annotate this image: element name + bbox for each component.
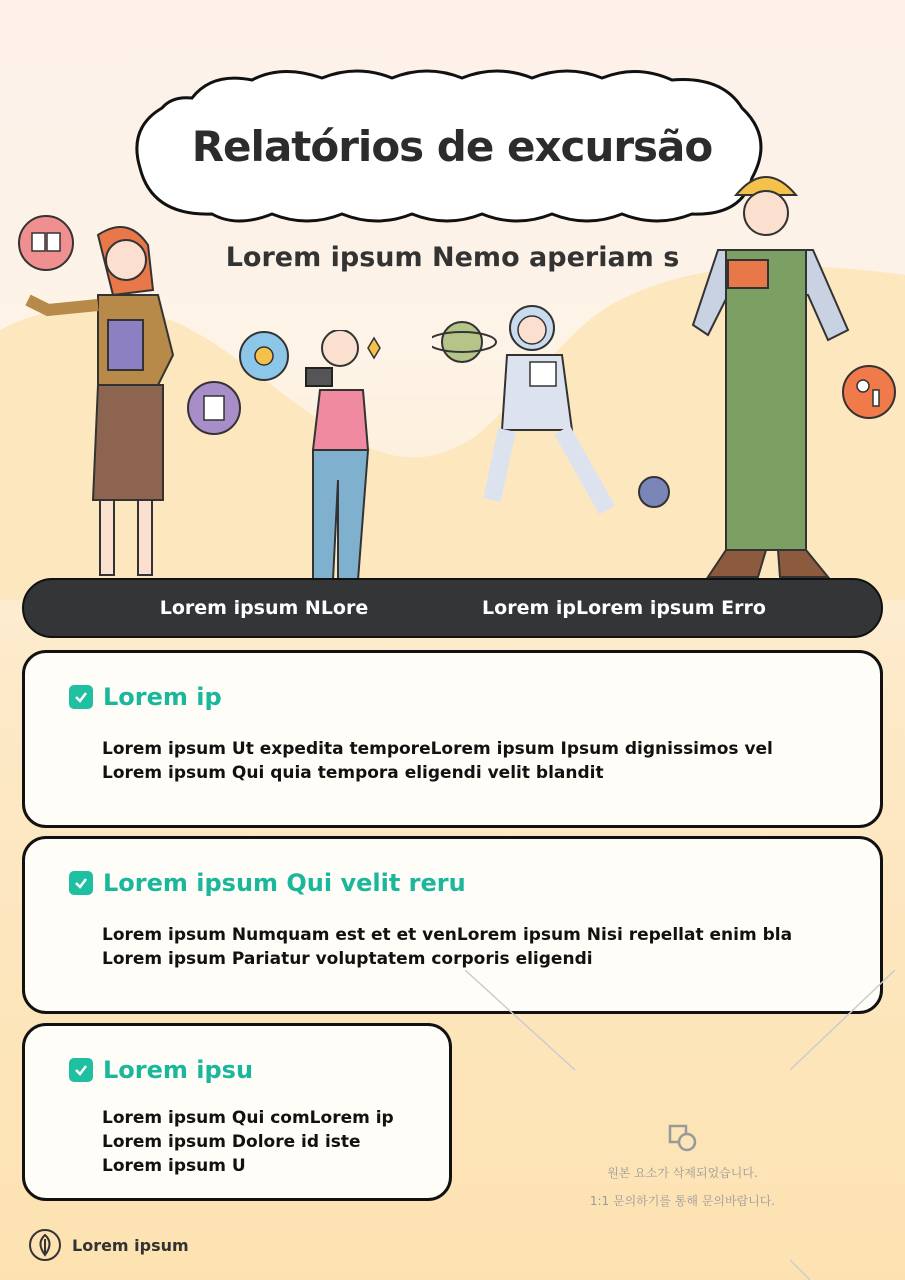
card-1-line-1: Lorem ipsum Ut expedita temporeLorem ipsum Ipsum dignissimos vel — [102, 739, 773, 759]
card-3-title: Lorem ipsu — [103, 1056, 254, 1084]
deleted-element-icon — [666, 1120, 700, 1154]
checkbox-icon — [69, 685, 93, 709]
card-2-line-2: Lorem ipsum Pariatur voluptatem corporis eligendi — [102, 949, 593, 969]
tab-1[interactable]: Lorem ipsum NLore — [159, 597, 369, 619]
deleted-element-placeholder — [560, 1120, 805, 1215]
placeholder-line-1: 원본 요소가 삭제되었습니다. — [607, 1166, 758, 1180]
card-3-body — [102, 1106, 394, 1178]
page-subtitle: Lorem ipsum Nemo aperiam s — [225, 242, 680, 273]
card-3-line-3: Lorem ipsum U — [102, 1156, 246, 1176]
book-icon — [19, 216, 73, 270]
info-card-3 — [22, 1023, 452, 1201]
card-1-title: Lorem ip — [103, 683, 222, 711]
card-2-body — [102, 923, 792, 971]
info-card-1 — [22, 650, 883, 828]
scroll-icon — [180, 380, 242, 438]
tools-icon — [833, 362, 897, 422]
footer — [28, 1229, 189, 1261]
teacher-illustration — [18, 215, 188, 580]
astronaut-illustration — [432, 300, 682, 540]
tab-bar — [22, 578, 883, 638]
card-1-heading — [69, 683, 222, 711]
card-1-line-2: Lorem ipsum Qui quia tempora eligendi velit blandit — [102, 763, 604, 783]
tab-2[interactable]: Lorem ipLorem ipsum Erro — [482, 597, 766, 619]
page-title: Relatórios de excursão — [191, 122, 713, 171]
card-3-line-2: Lorem ipsum Dolore id iste — [102, 1132, 361, 1152]
leaf-logo-icon — [28, 1229, 62, 1261]
placeholder-line-2: 1:1 문의하기를 통해 문의바랍니다. — [589, 1194, 776, 1208]
checkbox-icon — [69, 1058, 93, 1082]
footer-label: Lorem ipsum — [72, 1235, 189, 1255]
card-3-heading — [69, 1056, 253, 1084]
card-2-heading — [69, 869, 466, 897]
card-2-line-1: Lorem ipsum Numquam est et et venLorem ipsum Nisi repellat enim bla — [102, 925, 793, 945]
checkbox-icon — [69, 871, 93, 895]
camera-icon — [240, 332, 288, 380]
card-1-body — [102, 737, 773, 785]
card-2-title: Lorem ipsum Qui velit reru — [103, 869, 466, 897]
card-3-line-1: Lorem ipsum Qui comLorem ip — [102, 1108, 394, 1128]
photographer-illustration — [238, 330, 418, 580]
